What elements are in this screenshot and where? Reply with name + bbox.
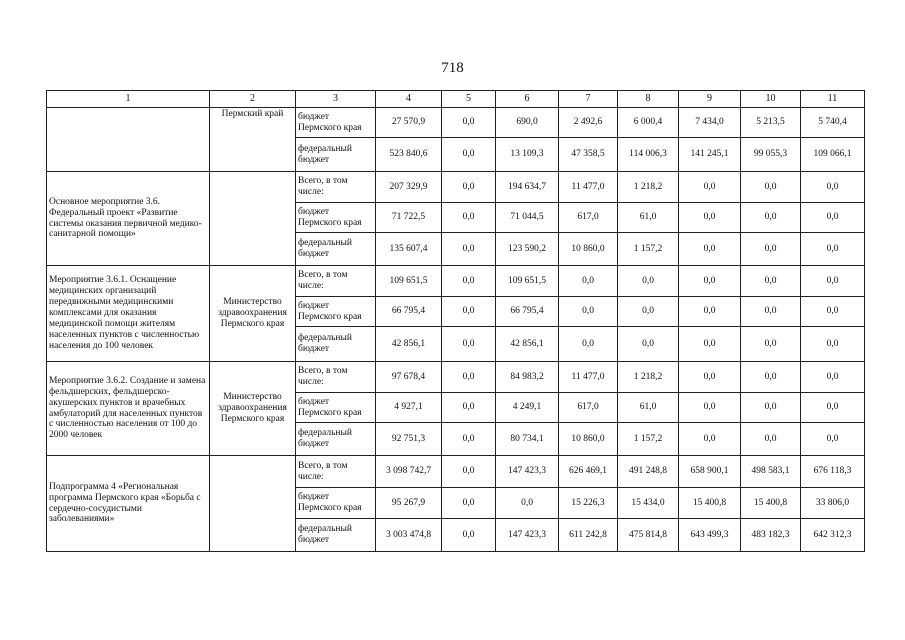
amount-cell: 0,0 [741, 172, 801, 203]
amount-cell: 15 400,8 [679, 488, 741, 519]
amount-cell: 0,0 [442, 108, 496, 138]
amount-cell: 13 109,3 [496, 138, 559, 172]
amount-cell: 0,0 [679, 423, 741, 456]
amount-cell: 0,0 [679, 233, 741, 266]
amount-cell: 109 651,5 [496, 266, 559, 297]
amount-cell: 5 740,4 [801, 108, 865, 138]
table-row [47, 172, 865, 203]
amount-cell: 84 983,2 [496, 362, 559, 393]
amount-cell: 0,0 [741, 362, 801, 393]
executor-cell [210, 456, 296, 552]
amount-cell: 491 248,8 [618, 456, 679, 488]
amount-cell: 92 751,3 [376, 423, 442, 456]
amount-cell: 4 927,1 [376, 393, 442, 423]
funding-source-cell: Всего, в том числе: [296, 172, 376, 203]
funding-source-cell: Всего, в том числе: [296, 266, 376, 297]
amount-cell: 0,0 [496, 488, 559, 519]
amount-cell: 10 860,0 [559, 233, 618, 266]
amount-cell: 0,0 [559, 297, 618, 327]
amount-cell: 483 182,3 [741, 519, 801, 552]
amount-cell: 15 226,3 [559, 488, 618, 519]
amount-cell: 99 055,3 [741, 138, 801, 172]
amount-cell: 676 118,3 [801, 456, 865, 488]
amount-cell: 1 157,2 [618, 423, 679, 456]
funding-source-cell: бюджет Пермского края [296, 393, 376, 423]
funding-source-cell: Всего, в том числе: [296, 362, 376, 393]
amount-cell: 0,0 [442, 393, 496, 423]
program-name-cell [47, 108, 210, 172]
budget-table [46, 90, 865, 552]
amount-cell: 0,0 [679, 266, 741, 297]
column-header: 10 [741, 91, 801, 108]
amount-cell: 0,0 [741, 233, 801, 266]
table-row [47, 362, 865, 393]
amount-cell: 0,0 [679, 362, 741, 393]
amount-cell: 611 242,8 [559, 519, 618, 552]
amount-cell: 80 734,1 [496, 423, 559, 456]
amount-cell: 71 722,5 [376, 203, 442, 233]
amount-cell: 626 469,1 [559, 456, 618, 488]
amount-cell: 1 218,2 [618, 172, 679, 203]
amount-cell: 15 400,8 [741, 488, 801, 519]
amount-cell: 0,0 [442, 233, 496, 266]
amount-cell: 0,0 [442, 362, 496, 393]
column-header: 6 [496, 91, 559, 108]
funding-source-cell: бюджет Пермского края [296, 297, 376, 327]
amount-cell: 135 607,4 [376, 233, 442, 266]
column-header: 3 [296, 91, 376, 108]
executor-cell: Министерство здравоохранения Пермского края [210, 362, 296, 456]
program-name-cell: Подпрограмма 4 «Региональная программа Пермского края «Борьба с сердечно-сосудистыми заболеваниями» [47, 456, 210, 552]
executor-cell: Пермский край [210, 108, 296, 172]
amount-cell: 147 423,3 [496, 519, 559, 552]
amount-cell: 0,0 [442, 519, 496, 552]
amount-cell: 66 795,4 [376, 297, 442, 327]
amount-cell: 0,0 [741, 203, 801, 233]
amount-cell: 114 006,3 [618, 138, 679, 172]
header-row [47, 91, 865, 108]
amount-cell: 3 098 742,7 [376, 456, 442, 488]
amount-cell: 0,0 [679, 393, 741, 423]
amount-cell: 1 218,2 [618, 362, 679, 393]
amount-cell: 7 434,0 [679, 108, 741, 138]
amount-cell: 475 814,8 [618, 519, 679, 552]
column-header: 1 [47, 91, 210, 108]
amount-cell: 109 651,5 [376, 266, 442, 297]
amount-cell: 0,0 [618, 327, 679, 362]
amount-cell: 47 358,5 [559, 138, 618, 172]
amount-cell: 42 856,1 [496, 327, 559, 362]
amount-cell: 0,0 [559, 327, 618, 362]
amount-cell: 0,0 [559, 266, 618, 297]
amount-cell: 1 157,2 [618, 233, 679, 266]
amount-cell: 0,0 [801, 423, 865, 456]
program-name-cell: Мероприятие 3.6.2. Создание и замена фельдшерских, фельдшерско-акушерских пунктов и врачебных амбулаторий для населенных пунктов с численностью населения от 100 до 2000 человек [47, 362, 210, 456]
amount-cell: 0,0 [801, 362, 865, 393]
amount-cell: 5 213,5 [741, 108, 801, 138]
amount-cell: 0,0 [618, 297, 679, 327]
amount-cell: 4 249,1 [496, 393, 559, 423]
amount-cell: 0,0 [442, 138, 496, 172]
funding-source-cell: федеральный бюджет [296, 327, 376, 362]
amount-cell: 0,0 [442, 327, 496, 362]
amount-cell: 0,0 [679, 297, 741, 327]
amount-cell: 0,0 [679, 203, 741, 233]
table-row [47, 266, 865, 297]
amount-cell: 10 860,0 [559, 423, 618, 456]
amount-cell: 523 840,6 [376, 138, 442, 172]
column-header: 11 [801, 91, 865, 108]
executor-cell [210, 172, 296, 266]
funding-source-cell: федеральный бюджет [296, 423, 376, 456]
amount-cell: 0,0 [679, 327, 741, 362]
amount-cell: 3 003 474,8 [376, 519, 442, 552]
amount-cell: 0,0 [618, 266, 679, 297]
column-header: 8 [618, 91, 679, 108]
amount-cell: 0,0 [679, 172, 741, 203]
funding-source-cell: бюджет Пермского края [296, 108, 376, 138]
amount-cell: 0,0 [801, 172, 865, 203]
amount-cell: 0,0 [442, 172, 496, 203]
amount-cell: 0,0 [442, 423, 496, 456]
funding-source-cell: Всего, в том числе: [296, 456, 376, 488]
amount-cell: 0,0 [801, 297, 865, 327]
table-row [47, 108, 865, 138]
amount-cell: 498 583,1 [741, 456, 801, 488]
amount-cell: 141 245,1 [679, 138, 741, 172]
amount-cell: 642 312,3 [801, 519, 865, 552]
amount-cell: 109 066,1 [801, 138, 865, 172]
amount-cell: 2 492,6 [559, 108, 618, 138]
program-name-cell: Основное мероприятие 3.6. Федеральный проект «Развитие системы оказания первичной медико-санитарной помощи» [47, 172, 210, 266]
amount-cell: 0,0 [801, 233, 865, 266]
funding-source-cell: федеральный бюджет [296, 519, 376, 552]
amount-cell: 643 499,3 [679, 519, 741, 552]
column-header: 4 [376, 91, 442, 108]
amount-cell: 147 423,3 [496, 456, 559, 488]
table-body [47, 108, 865, 552]
amount-cell: 66 795,4 [496, 297, 559, 327]
amount-cell: 0,0 [801, 327, 865, 362]
funding-source-cell: бюджет Пермского края [296, 203, 376, 233]
column-header: 5 [442, 91, 496, 108]
column-header: 9 [679, 91, 741, 108]
executor-cell: Министерство здравоохранения Пермского края [210, 266, 296, 362]
amount-cell: 658 900,1 [679, 456, 741, 488]
funding-source-cell: бюджет Пермского края [296, 488, 376, 519]
amount-cell: 6 000,4 [618, 108, 679, 138]
column-header: 7 [559, 91, 618, 108]
amount-cell: 0,0 [442, 456, 496, 488]
amount-cell: 11 477,0 [559, 172, 618, 203]
amount-cell: 42 856,1 [376, 327, 442, 362]
amount-cell: 0,0 [442, 203, 496, 233]
amount-cell: 0,0 [741, 423, 801, 456]
amount-cell: 33 806,0 [801, 488, 865, 519]
amount-cell: 61,0 [618, 203, 679, 233]
amount-cell: 0,0 [801, 393, 865, 423]
amount-cell: 617,0 [559, 203, 618, 233]
program-name-cell: Мероприятие 3.6.1. Оснащение медицинских организаций передвижными медицинскими комплексами для оказания медицинской помощи жителям населенных пунктов с численностью населения до 100 человек [47, 266, 210, 362]
amount-cell: 617,0 [559, 393, 618, 423]
amount-cell: 0,0 [442, 488, 496, 519]
amount-cell: 0,0 [741, 266, 801, 297]
amount-cell: 0,0 [741, 393, 801, 423]
funding-source-cell: федеральный бюджет [296, 138, 376, 172]
amount-cell: 71 044,5 [496, 203, 559, 233]
page-number: 718 [441, 60, 464, 76]
funding-source-cell: федеральный бюджет [296, 233, 376, 266]
column-header: 2 [210, 91, 296, 108]
amount-cell: 95 267,9 [376, 488, 442, 519]
amount-cell: 690,0 [496, 108, 559, 138]
amount-cell: 61,0 [618, 393, 679, 423]
amount-cell: 0,0 [741, 327, 801, 362]
amount-cell: 123 590,2 [496, 233, 559, 266]
amount-cell: 207 329,9 [376, 172, 442, 203]
amount-cell: 0,0 [442, 266, 496, 297]
amount-cell: 0,0 [741, 297, 801, 327]
table-row [47, 456, 865, 488]
amount-cell: 0,0 [801, 203, 865, 233]
amount-cell: 0,0 [801, 266, 865, 297]
amount-cell: 11 477,0 [559, 362, 618, 393]
amount-cell: 27 570,9 [376, 108, 442, 138]
amount-cell: 97 678,4 [376, 362, 442, 393]
amount-cell: 0,0 [442, 297, 496, 327]
amount-cell: 15 434,0 [618, 488, 679, 519]
amount-cell: 194 634,7 [496, 172, 559, 203]
